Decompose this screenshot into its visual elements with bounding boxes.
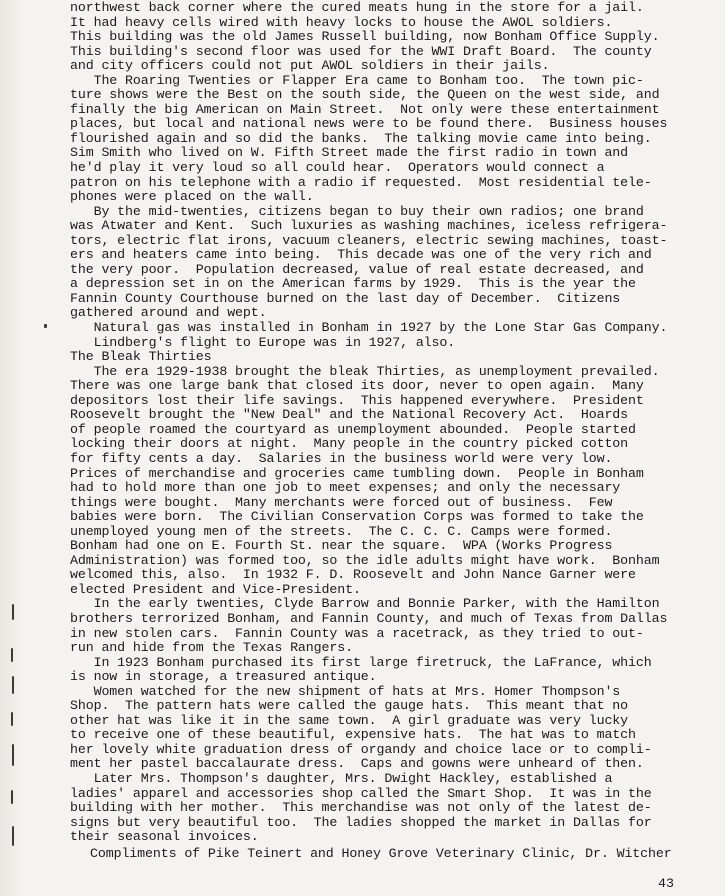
text-line: other hat was like it in the same town. A girl graduate was very lucky [70, 712, 629, 728]
text-line: The Roaring Twenties or Flapper Era came to Bonham too. The town pic- [70, 72, 644, 88]
text-line: Sim Smith who lived on W. Fifth Street made the first radio in town and [70, 145, 629, 161]
text-line: for fifty cents a day. Salaries in the business world were very low. [70, 450, 613, 466]
text-line: gathered around and wept. [70, 305, 267, 321]
text-line: In the early twenties, Clyde Barrow and Bonnie Parker, with the Hamilton [70, 596, 660, 612]
text-line: It had heavy cells wired with heavy locks to house the AWOL soldiers. [70, 14, 613, 30]
text-line: By the mid-twenties, citizens began to buy their own radios; one brand [70, 203, 644, 219]
text-line: ture shows were the Best on the south side, the Queen on the west side, and [70, 87, 660, 103]
text-line: Fannin County Courthouse burned on the last day of December. Citizens [70, 290, 621, 306]
text-line: elected President and Vice-President. [70, 581, 361, 597]
text-line: in new stolen cars. Fannin County was a racetrack, as they tried to out- [70, 625, 644, 641]
text-line: places, but local and national news were to be found there. Business houses [70, 116, 668, 132]
text-line: Roosevelt brought the "New Deal" and the National Recovery Act. Hoards [70, 407, 629, 423]
text-line: of people roamed the courtyard as unemployment abounded. People started [70, 421, 636, 437]
text-line: locking their doors at night. Many people in the country picked cotton [70, 436, 629, 452]
text-line: There was one large bank that closed its door, never to open again. Many [70, 378, 644, 394]
binding-edge [0, 0, 22, 896]
edge-mark [12, 826, 14, 846]
text-line: building with her mother. This merchandise was not only of the latest de- [70, 800, 652, 816]
text-line: The era 1929-1938 brought the bleak Thirties, as unemployment prevailed. [70, 363, 660, 379]
text-line: ment her pastel baccalaurate dress. Caps and gowns were unheard of then. [70, 756, 644, 772]
edge-mark [11, 648, 13, 662]
text-line: Shop. The pattern hats were called the gauge hats. This meant that no [70, 698, 629, 714]
edge-mark [11, 712, 13, 726]
text-line: ers and heaters came into being. This decade was one of the very rich and [70, 247, 652, 263]
text-line: to receive one of these beautiful, expensive hats. The hat was to match [70, 727, 636, 743]
text-line: unemployed young men of the streets. The C. C. C. Camps were formed. [70, 523, 613, 539]
text-line: Later Mrs. Thompson's daughter, Mrs. Dwight Hackley, established a [70, 770, 613, 786]
edge-mark [12, 744, 14, 766]
text-line: ladies' apparel and accessories shop called the Smart Shop. It was in the [70, 785, 652, 801]
edge-mark [12, 604, 14, 620]
text-line: finally the big American on Main Street. Not only were these entertainment [70, 101, 660, 117]
text-line: depositors lost their life savings. This happened everywhere. President [70, 392, 644, 408]
text-line: This building was the old James Russell building, now Bonham Office Supply. [70, 29, 660, 45]
text-line: Bonham had one on E. Fourth St. near the square. WPA (Works Progress [70, 538, 613, 554]
text-line: run and hide from the Texas Rangers. [70, 640, 353, 656]
text-line: things were bought. Many merchants were forced out of business. Few [70, 494, 613, 510]
text-line: the very poor. Population decreased, value of real estate decreased, and [70, 261, 644, 277]
text-line: Natural gas was installed in Bonham in 1927 by the Lone Star Gas Company. [70, 320, 668, 336]
footer-credit: Compliments of Pike Teinert and Honey Grove Veterinary Clinic, Dr. Witcher [90, 846, 672, 861]
text-line: phones were placed on the wall. [70, 189, 314, 205]
section-heading: The Bleak Thirties [70, 349, 212, 365]
body-text [70, 1, 722, 845]
edge-mark [11, 790, 13, 804]
text-line: their seasonal invoices. [70, 829, 259, 845]
text-line: flourished again and so did the banks. The talking movie came into being. [70, 130, 652, 146]
text-line: was Atwater and Kent. Such luxuries as washing machines, iceless refrigera- [70, 218, 668, 234]
text-line: and city officers could not put AWOL soldiers in their jails. [70, 58, 550, 74]
text-line: tors, electric flat irons, vacuum cleaners, electric sewing machines, toast- [70, 232, 668, 248]
text-line: Prices of merchandise and groceries came tumbling down. People in Bonham [70, 465, 644, 481]
text-line: welcomed this, also. In 1932 F. D. Roosevelt and John Nance Garner were [70, 567, 636, 583]
text-line: had to hold more than one job to meet expenses; and only the necessary [70, 480, 621, 496]
text-line: her lovely white graduation dress of organdy and choice lace or to compli- [70, 741, 652, 757]
text-line: Administration) was formed too, so the idle adults might have work. Bonham [70, 552, 660, 568]
page-number: 43 [658, 876, 674, 891]
edge-mark [44, 324, 47, 328]
text-line: In 1923 Bonham purchased its first large firetruck, the LaFrance, which [70, 654, 652, 670]
text-line: he'd play it very loud so all could hear. Operators would connect a [70, 160, 605, 176]
text-line: brothers terrorized Bonham, and Fannin County, and much of Texas from Dallas [70, 610, 668, 626]
text-line: a depression set in on the American farms by 1929. This is the year the [70, 276, 636, 292]
text-line: northwest back corner where the cured meats hung in the store for a jail. [70, 0, 644, 15]
edge-mark [12, 676, 14, 694]
text-line: babies were born. The Civilian Conservation Corps was formed to take the [70, 509, 644, 525]
text-line: signs but very beautiful too. The ladies shopped the market in Dallas for [70, 814, 652, 830]
text-line: is now in storage, a treasured antique. [70, 669, 377, 685]
text-line: This building's second floor was used for the WWI Draft Board. The county [70, 43, 652, 59]
text-line: Lindberg's flight to Europe was in 1927, also. [70, 334, 456, 350]
text-line: patron on his telephone with a radio if requested. Most residential tele- [70, 174, 652, 190]
text-line: Women watched for the new shipment of hats at Mrs. Homer Thompson's [70, 683, 621, 699]
